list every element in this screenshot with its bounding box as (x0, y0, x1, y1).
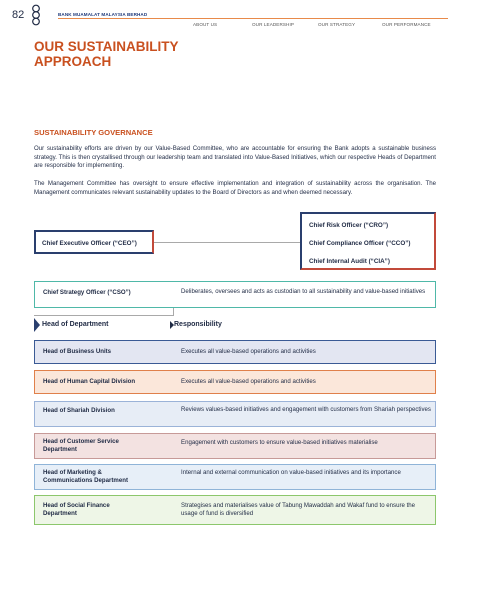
bank-name: BANK MUAMALAT MALAYSIA BERHAD (58, 12, 148, 17)
bank-muamalat-logo-icon (26, 4, 46, 26)
department-responsibility: Engagement with customers to ensure value-based initiatives materialise (181, 439, 378, 446)
cso-label: Chief Strategy Officer (“CSO”) (43, 289, 131, 296)
department-name: Head of Human Capital Division (43, 378, 136, 385)
ceo-box (34, 230, 154, 254)
table-row (34, 370, 436, 394)
department-responsibility: Reviews values-based initiatives and engagement with customers from Shariah perspectives (181, 406, 431, 413)
page-number: 82 (12, 9, 25, 21)
officers-box (300, 212, 436, 270)
nav-our-leadership[interactable]: OUR LEADERSHIP (252, 22, 294, 27)
page-title-line-1: OUR SUSTAINABILITY (34, 39, 179, 54)
cso-row (34, 281, 436, 308)
department-responsibility: Executes all value-based operations and activities (181, 378, 316, 385)
section-heading: SUSTAINABILITY GOVERNANCE (34, 128, 153, 137)
nav-our-performance[interactable]: OUR PERFORMANCE (382, 22, 431, 27)
table-row (34, 340, 436, 364)
table-row (34, 495, 436, 525)
department-name: Head of Marketing & Communications Department (43, 469, 128, 485)
table-row (34, 433, 436, 459)
cso-description: Deliberates, oversees and acts as custodian to all sustainability and value-based initiatives (181, 288, 426, 295)
column-header-line (34, 315, 174, 316)
officer-cco: Chief Compliance Officer (“CCO”) (309, 240, 411, 247)
table-row (34, 401, 436, 427)
page-title-line-2: APPROACH (34, 54, 112, 69)
governance-paragraph-1: Our sustainability efforts are driven by our Value-Based Committee, who are accountable for ensuring the Bank adopts a sustainable business strategy. This is then crystallised through our leadership team and translated into Value-Based Initiatives, which our respective Heads of Department are responsible for implementing. (34, 145, 436, 170)
ceo-connector-line (154, 242, 300, 243)
nav-our-strategy[interactable]: OUR STRATEGY (318, 22, 356, 27)
department-name: Head of Business Units (43, 348, 112, 355)
nav-about-us[interactable]: ABOUT US (193, 22, 218, 27)
department-name: Head of Social Finance Department (43, 502, 110, 518)
governance-paragraph-2: The Management Committee has oversight to ensure effective implementation and integration of sustainability across the organisation. The Management communicates relevant sustainability updates to the Board of Directors as and when deemed necessary. (34, 180, 436, 196)
officer-cia: Chief Internal Audit (“CIA”) (309, 258, 390, 265)
department-name: Head of Shariah Division (43, 407, 115, 414)
department-name: Head of Customer Service Department (43, 438, 119, 454)
column-head-department: Head of Department (42, 321, 109, 328)
officer-cro: Chief Risk Officer (“CRO”) (309, 222, 389, 229)
department-responsibility: Internal and external communication on value-based initiatives and its importance (181, 469, 401, 476)
table-row (34, 464, 436, 490)
page-title (34, 39, 234, 69)
ceo-label: Chief Executive Officer (“CEO”) (42, 240, 137, 247)
header-divider (58, 18, 448, 19)
department-responsibility: Strategises and materialises value of Tabung Mawaddah and Wakaf fund to ensure the usage of fund is diversified (181, 502, 416, 518)
department-responsibility: Executes all value-based operations and activities (181, 348, 316, 355)
column-head-responsibility: Responsibility (174, 321, 222, 328)
